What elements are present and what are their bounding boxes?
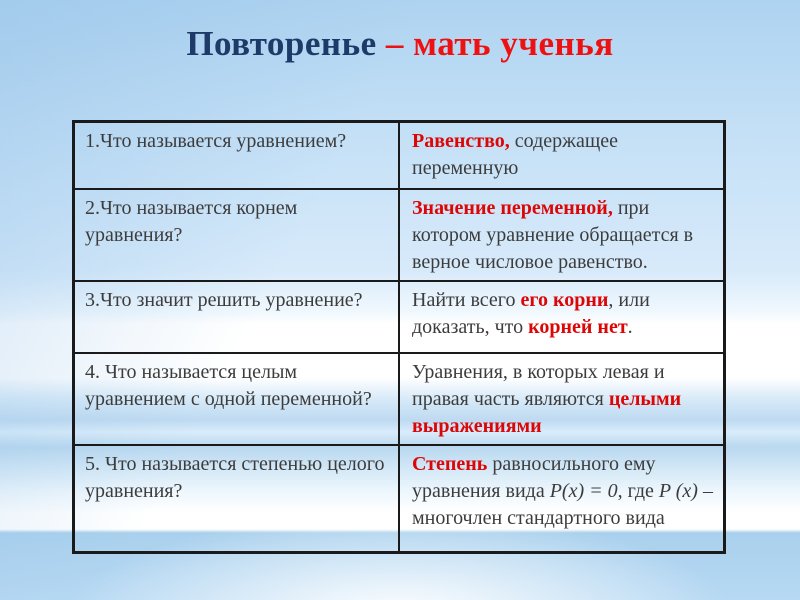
text-segment: , или доказать, что <box>412 289 650 338</box>
answer-cell <box>398 123 723 188</box>
text-segment: при котором уравнение обращается в верное числовое равенство. <box>412 197 694 273</box>
qa-table <box>72 120 726 554</box>
table-row <box>75 188 723 280</box>
text-segment: Значение переменной, <box>412 197 613 219</box>
table-row <box>75 352 723 444</box>
text-segment: Повторенье <box>186 24 386 63</box>
answer-cell <box>398 354 723 444</box>
question-cell: 2.Что называется корнем уравнения? <box>85 197 298 246</box>
text-segment: Равенство, <box>412 130 510 152</box>
question-cell: 3.Что значит решить уравнение? <box>85 289 363 311</box>
text-segment: P(x) = 0 <box>549 480 618 502</box>
text-segment: . <box>627 316 633 338</box>
slide-title <box>0 24 800 64</box>
text-segment: Найти всего <box>412 289 521 311</box>
text-segment: Уравнения, в которых левая и правая часть являются <box>412 361 665 410</box>
table-row <box>75 280 723 352</box>
text-segment: Степень <box>412 453 488 475</box>
question-cell: 5. Что называется степенью целого уравнения? <box>85 453 385 502</box>
text-segment: его корни <box>520 289 609 311</box>
text-segment: P (x) <box>658 480 698 502</box>
question-cell: 4. Что называется целым уравнением с одной переменной? <box>85 361 372 410</box>
text-segment: корней нет <box>528 316 628 338</box>
answer-cell <box>398 282 723 352</box>
table-row <box>75 123 723 188</box>
table-row <box>75 444 723 551</box>
answer-cell <box>398 190 723 280</box>
text-segment: целыми выражениями <box>412 388 682 437</box>
text-segment: – мать ученья <box>385 24 614 63</box>
text-segment: , где <box>617 480 659 502</box>
question-cell: 1.Что называется уравнением? <box>85 130 347 152</box>
text-segment: содержащее переменную <box>412 130 618 179</box>
text-segment: – многочлен стандартного вида <box>412 480 713 529</box>
answer-cell <box>398 446 723 551</box>
text-segment: равносильного ему уравнения вида <box>412 453 656 502</box>
